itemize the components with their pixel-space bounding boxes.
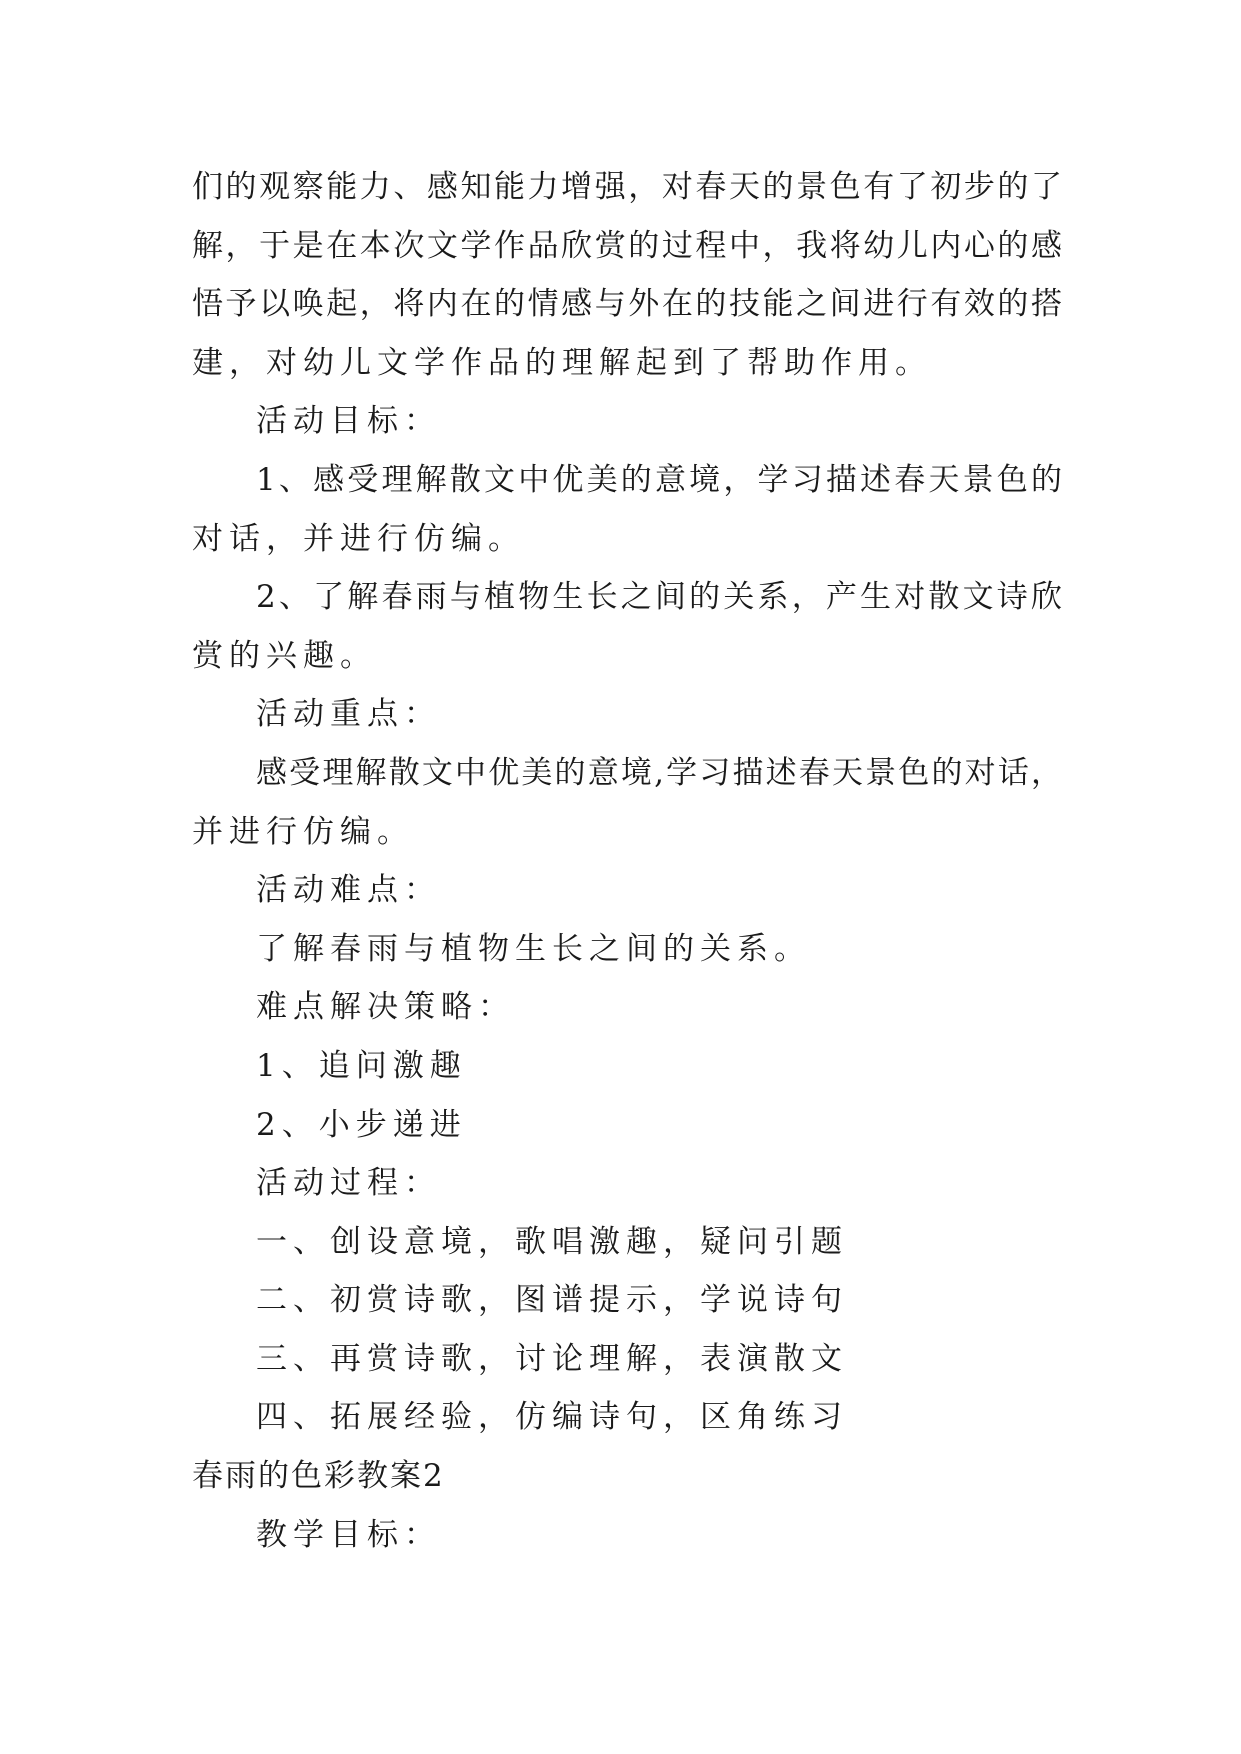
paragraph-line: 了解春雨与植物生长之间的关系。 [256, 930, 811, 967]
document-body [192, 158, 1062, 1564]
document-title: 春雨的色彩教案2 [192, 1458, 445, 1495]
section-heading: 活动过程： [256, 1165, 441, 1202]
paragraph-line: 们的观察能力、感知能力增强，对春天的景色有了初步的了 [192, 169, 1062, 205]
paragraph-line: 解，于是在本次文学作品欣赏的过程中，我将幼儿内心的感 [192, 227, 1062, 264]
list-item: 三、再赏诗歌，讨论理解，表演散文 [256, 1340, 848, 1377]
list-item: 2、小步递进 [256, 1106, 467, 1143]
paragraph-line: 建，对幼儿文学作品的理解起到了帮助作用。 [192, 344, 932, 381]
list-item: 一、创设意境，歌唱激趣，疑问引题 [256, 1223, 848, 1260]
paragraph-line: 悟予以唤起，将内在的情感与外在的技能之间进行有效的搭 [192, 286, 1062, 323]
list-item: 二、初赏诗歌，图谱提示，学说诗句 [256, 1282, 848, 1319]
list-item: 1、追问激趣 [256, 1047, 467, 1084]
paragraph-line: 感受理解散文中优美的意境,学习描述春天景色的对话， [256, 754, 1062, 791]
paragraph-line: 并进行仿编。 [192, 813, 414, 850]
list-item: 四、拓展经验，仿编诗句，区角练习 [256, 1399, 848, 1436]
section-heading: 活动难点： [256, 872, 441, 909]
paragraph-line: 对话，并进行仿编。 [192, 520, 525, 557]
section-heading: 活动目标： [256, 403, 441, 440]
section-heading: 教学目标： [256, 1516, 441, 1553]
paragraph-line: 赏的兴趣。 [192, 637, 377, 674]
list-item: 1、感受理解散文中优美的意境，学习描述春天景色的 [256, 461, 1062, 498]
section-heading: 难点解决策略： [256, 989, 515, 1026]
section-heading: 活动重点： [256, 696, 441, 733]
list-item: 2、了解春雨与植物生长之间的关系，产生对散文诗欣 [256, 579, 1062, 616]
